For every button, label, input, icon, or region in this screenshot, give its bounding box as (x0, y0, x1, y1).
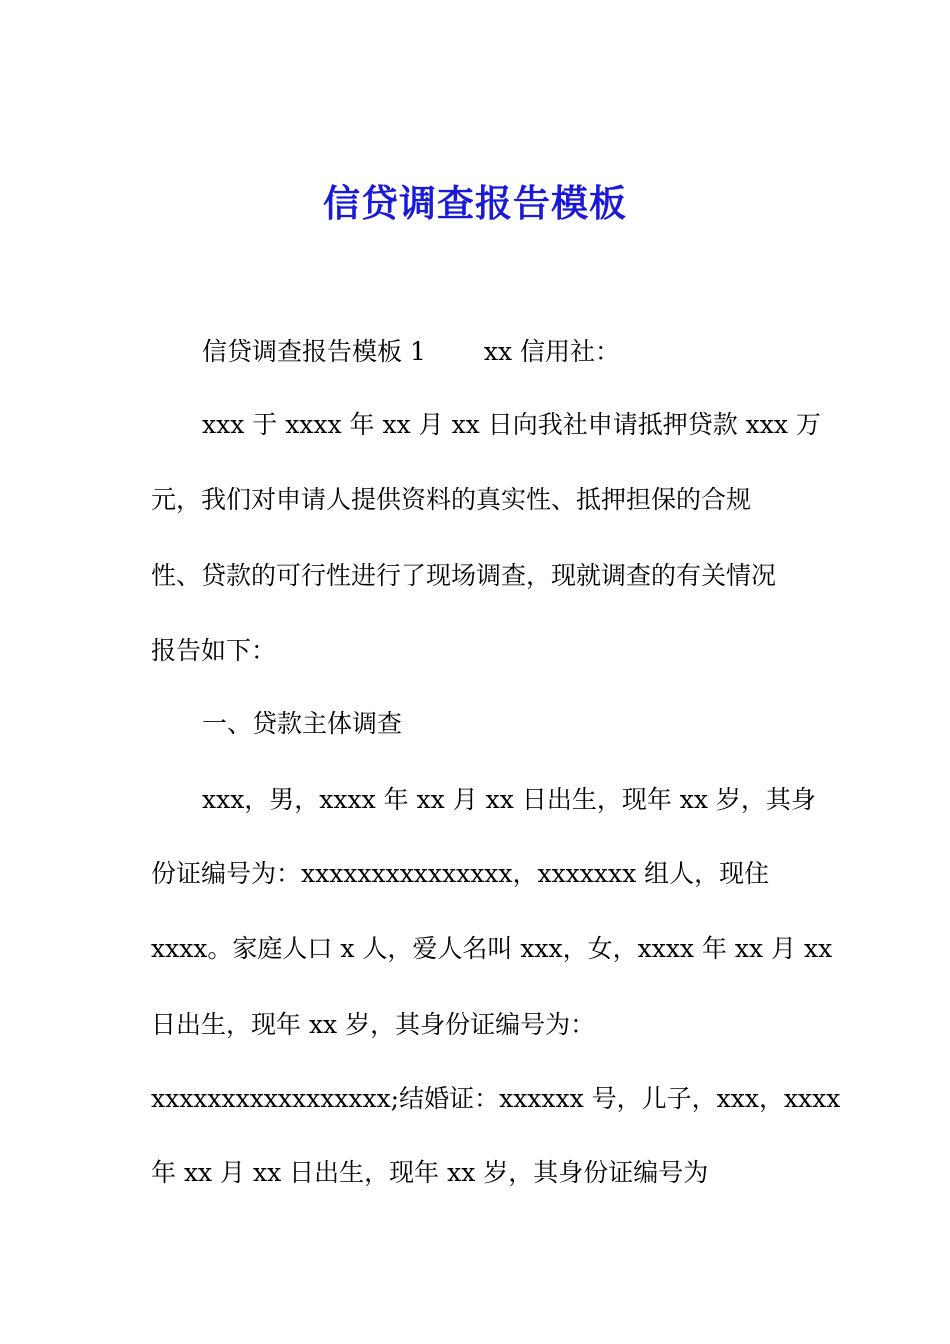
paragraph-line: xxxxxxxxxxxxxxxxx;结婚证：xxxxxx 号，儿子，xxx，xxxx (151, 1084, 841, 1113)
document-title: 信贷调查报告模板 (323, 181, 627, 225)
paragraph-line: 性、贷款的可行性进行了现场调查，现就调查的有关情况 (151, 561, 777, 590)
paragraph-line: xxx，男，xxxx 年 xx 月 xx 日出生，现年 xx 岁，其身 (202, 785, 816, 814)
paragraph-line: xxxx。家庭人口 x 人，爱人名叫 xxx，女，xxxx 年 xx 月 xx (151, 934, 833, 963)
paragraph-line: 报告如下： (151, 636, 277, 665)
heading-line-part2: xx 信用社： (483, 337, 621, 366)
paragraph-line: xxx 于 xxxx 年 xx 月 xx 日向我社申请抵押贷款 xxx 万 (202, 410, 821, 439)
paragraph-line: 元，我们对申请人提供资料的真实性、抵押担保的合规 (151, 485, 752, 514)
paragraph-line: 年 xx 月 xx 日出生，现年 xx 岁，其身份证编号为 (151, 1158, 709, 1187)
heading-line (202, 334, 620, 370)
paragraph-line: 份证编号为：xxxxxxxxxxxxxxx，xxxxxxx 组人，现住 (151, 859, 770, 888)
paragraph-line: 日出生，现年 xx 岁，其身份证编号为： (151, 1010, 596, 1039)
heading-line-part1: 信贷调查报告模板 1 (202, 337, 426, 366)
section-heading: 一、贷款主体调查 (202, 709, 403, 738)
